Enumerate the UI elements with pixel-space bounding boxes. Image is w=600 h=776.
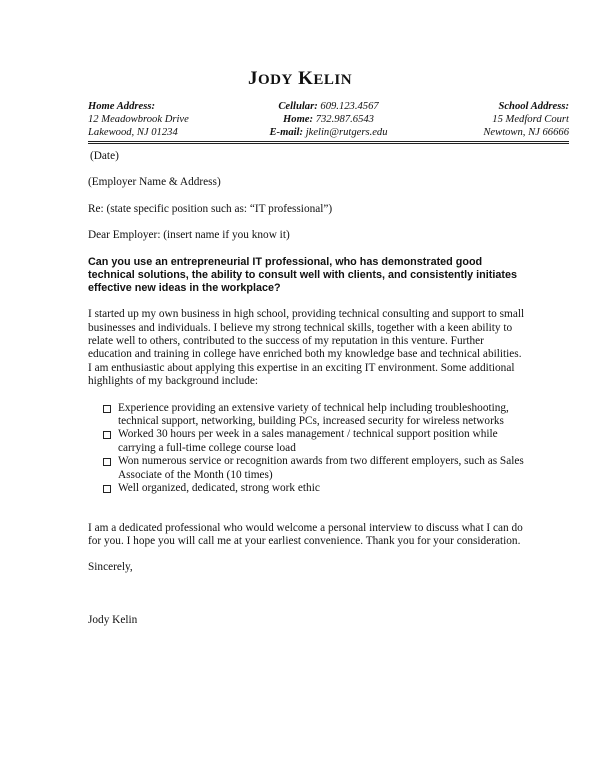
list-item: Well organized, dedicated, strong work ethic xyxy=(88,482,528,495)
opening-question: Can you use an entrepreneurial IT professional, who has demonstrated good technical solutions, the ability to consult well with clients, and consistently initiates effective new ideas in the workplace? xyxy=(88,255,517,295)
checkbox-bullet-icon xyxy=(103,458,111,466)
email-value: jkelin@rutgers.edu xyxy=(305,127,388,138)
school-address-line1: 15 Medford Court xyxy=(492,114,569,125)
letter-date: (Date) xyxy=(90,150,119,162)
home-address-line1: 12 Meadowbrook Drive xyxy=(88,114,189,125)
checkbox-bullet-icon xyxy=(103,485,111,493)
header-divider xyxy=(88,141,569,144)
highlights-list xyxy=(88,402,528,496)
applicant-name: JODY KELIN xyxy=(247,68,353,89)
cellular-value: 609.123.4567 xyxy=(320,101,379,112)
list-item: Worked 30 hours per week in a sales management / technical support position while carrying a full-time college course load xyxy=(88,428,528,455)
letter-body xyxy=(88,150,528,627)
signature: Jody Kelin xyxy=(88,613,138,626)
employer-address: (Employer Name & Address) xyxy=(88,176,221,189)
salutation: Dear Employer: (insert name if you know it) xyxy=(88,229,290,242)
cellular-label: Cellular: xyxy=(278,101,318,112)
email-label: E-mail: xyxy=(269,127,304,138)
paragraph-1: I started up my own business in high school, providing technical consulting and support to small businesses and individuals. I believe my strong technical skills, together with a keen ability to relate well to others, contributed to the success of my reputation in this venture. Further education and training in college have enriched both my knowledge base and technical abilities. I am enthusiastic about applying this expertise in an exciting IT environment. Some additional highlights of my background include: xyxy=(88,308,525,388)
list-item: Won numerous service or recognition awards from two different employers, such as Sales Associate of the Month (10 times) xyxy=(88,455,528,482)
closing: Sincerely, xyxy=(88,561,133,574)
school-address xyxy=(483,100,569,139)
home-phone-value: 732.987.6543 xyxy=(315,114,374,125)
school-address-line2: Newtown, NJ 66666 xyxy=(483,127,569,138)
checkbox-bullet-icon xyxy=(103,431,111,439)
checkbox-bullet-icon xyxy=(103,405,111,413)
paragraph-2: I am a dedicated professional who would welcome a personal interview to discuss what I can do for you. I hope you will call me at your earliest convenience. Thank you for your consideration. xyxy=(88,521,523,547)
home-address-label: Home Address: xyxy=(88,101,155,112)
list-item: Experience providing an extensive variety of technical help including troubleshooting, technical support, networking, building PCs, increased security for wireless networks xyxy=(88,402,528,429)
school-address-label: School Address: xyxy=(498,101,569,112)
home-address-line2: Lakewood, NJ 01234 xyxy=(88,127,178,138)
home-phone-label: Home: xyxy=(283,114,314,125)
re-line: Re: (state specific position such as: “IT professional”) xyxy=(88,202,333,215)
